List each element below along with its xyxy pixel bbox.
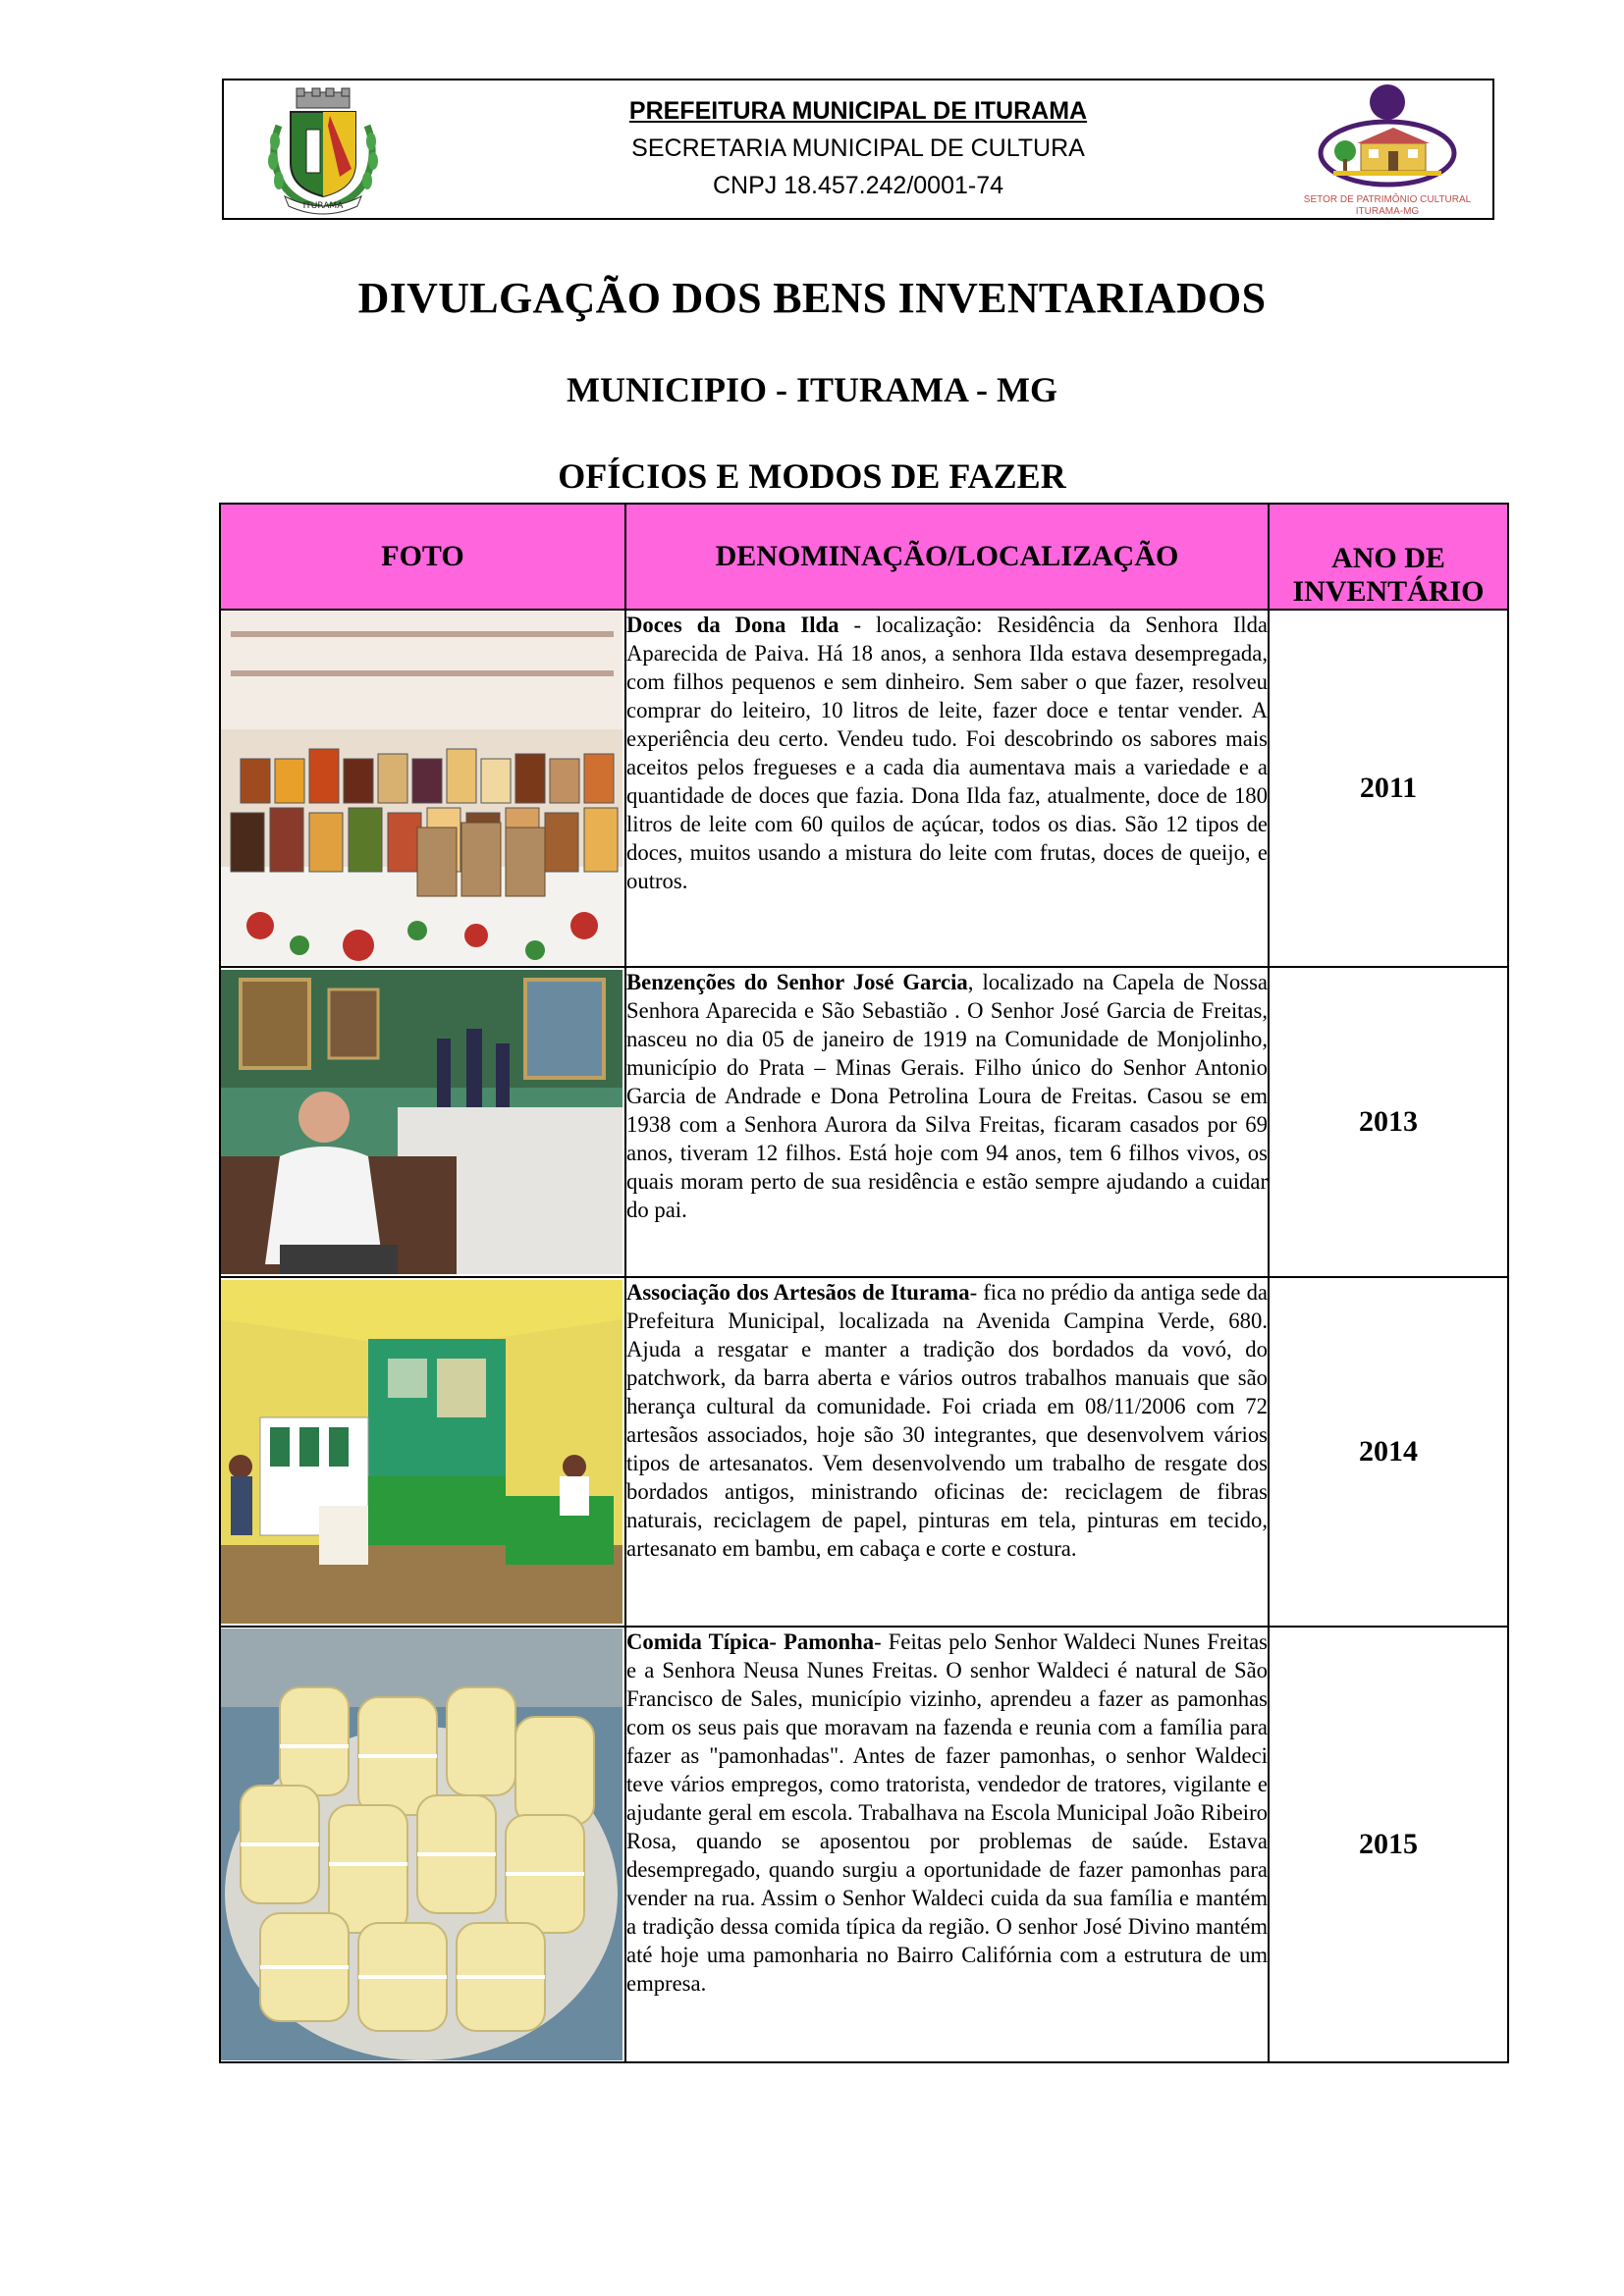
- item-name: Doces da Dona Ilda: [626, 613, 839, 637]
- photo-cell: [220, 967, 625, 1277]
- description-cell: [625, 1627, 1269, 2062]
- inventory-table: [219, 503, 1509, 2063]
- table-row: [220, 1277, 1508, 1627]
- crest-label: ITURAMA: [302, 201, 344, 211]
- col-header-denominacao: DENOMINAÇÃO/LOCALIZAÇÃO: [625, 504, 1269, 610]
- photo-cell: [220, 1277, 625, 1627]
- col-header-foto: FOTO: [220, 504, 625, 610]
- year-cell: 2015: [1269, 1627, 1508, 2062]
- table-header-row: [220, 504, 1508, 610]
- prefeitura-name: PREFEITURA MUNICIPAL DE ITURAMA: [628, 97, 1088, 125]
- table-row: [220, 967, 1508, 1277]
- item-description: - fica no prédio da antiga sede da Prefeitura Municipal, localizada na Avenida Campina Verde, 680. Ajuda a resgatar e manter a tradição dos bordados da vovó, do patchwork, da barra aberta e vários outros trabalhos manuais que são herança cultural da comunidade. Foi criada em 08/11/2006 com 72 artesãos associados, hoje são 30 integrantes, que desenvolvem vários tipos de artesanatos. Vem desenvolvendo um trabalho de resgate dos bordados antigos, ministrando oficinas de: reciclagem de fibras naturais, reciclagem de papel, pinturas em tela, pinturas em tecido, artesanato em bambu, em cabaça e corte e costura.: [626, 1280, 1269, 1561]
- page-title: DIVULGAÇÃO DOS BENS INVENTARIADOS: [357, 274, 1267, 322]
- pamonha-photo: [221, 1629, 623, 2060]
- page-subtitle: MUNICIPIO - ITURAMA - MG: [567, 370, 1057, 409]
- year-cell: 2014: [1269, 1277, 1508, 1627]
- year-cell: 2013: [1269, 967, 1508, 1277]
- item-description: , localizado na Capela de Nossa Senhora Aparecida e São Sebastião . O Senhor José Garcia de Freitas, nasceu no dia 05 de janeiro de 1919 na Comunidade de Monjolinho, município do Prata – Minas Gerais. Filho único do Senhor Antonio Garcia de Andrade e Dona Petrolina Loura de Freitas. Casou se em 1938 com a Senhora Aurora da Silva Freitas, ficaram casados por 69 anos, tiveram 12 filhos. Está hoje com 94 anos, tem 6 filhos vivos, os quais moram perto de sua residência e estão sempre ajudando a cuidar do pai.: [626, 970, 1268, 1222]
- item-description: - localização: Residência da Senhora Ilda Aparecida de Paiva. Há 18 anos, a senhora Ilda estava desempregada, com filhos pequenos e sem dinheiro. Sem saber o que fazer, resolveu comprar do leiteiro, 10 litros de leite, fazer doce e tentar vender. A experiência deu certo. Vendeu tudo. Foi descobrindo os sabores mais aceitos pelos fregueses e a cada dia aumentava mais a variedade e a quantidade de doces que fazia. Dona Ilda faz, atualmente, doce de 180 litros de leite com 60 quilos de açúcar, todos os dias. São 12 tipos de doces, muitos usando a mistura do leite com frutas, doces de queijo, e outros.: [626, 613, 1268, 893]
- year-cell: 2011: [1269, 610, 1508, 967]
- patrimonio-cultural-logo: [1294, 82, 1481, 220]
- artesaos-photo: [221, 1280, 623, 1624]
- photo-cell: [220, 1627, 625, 2062]
- doces-photo: [221, 612, 623, 965]
- item-name: Associação dos Artesãos de Iturama: [626, 1280, 970, 1305]
- benzencoes-photo: [221, 970, 623, 1274]
- table-row: [220, 1627, 1508, 2062]
- item-name: Comida Típica- Pamonha: [626, 1629, 875, 1654]
- item-description: - Feitas pelo Senhor Waldeci Nunes Freitas e a Senhora Neusa Nunes Freitas. O senhor Waldeci é natural de São Francisco de Sales, município vizinho, aprendeu a fazer as pamonhas com os seus pais que moravam na fazenda e reunia com a família para fazer as "pamonhadas". Antes de fazer pamonhas, o senhor Waldeci teve vários empregos, como tratorista, vendedor de tratores, vigilante e ajudante geral em escola. Trabalhava na Escola Municipal João Ribeiro Rosa, quando se aposentou por problemas de saúde. Estava desempregado, quando surgiu a oportunidade de fazer pamonhas para vender na rua. Assim o Senhor Waldeci cuida da sua família e mantém a tradição dessa comida típica da região. O senhor José Divino mantém até hoje uma pamonharia no Bairro Califórnia com a estrutura de um empresa.: [626, 1629, 1268, 1996]
- photo-cell: [220, 610, 625, 967]
- patrimonio-caption-city: ITURAMA-MG: [1355, 206, 1420, 217]
- cnpj-number: CNPJ 18.457.242/0001-74: [712, 172, 1004, 199]
- letterhead: [222, 79, 1494, 220]
- description-cell: [625, 967, 1269, 1277]
- item-name: Benzenções do Senhor José Garcia: [626, 970, 968, 994]
- patrimonio-caption: SETOR DE PATRIMÔNIO CULTURAL: [1303, 194, 1472, 205]
- description-cell: [625, 610, 1269, 967]
- secretaria-name: SECRETARIA MUNICIPAL DE CULTURA: [631, 134, 1085, 162]
- description-cell: [625, 1277, 1269, 1627]
- col-header-ano: ANO DE INVENTÁRIO: [1269, 504, 1508, 610]
- table-row: [220, 610, 1508, 967]
- section-title: OFÍCIOS E MODOS DE FAZER: [558, 456, 1066, 496]
